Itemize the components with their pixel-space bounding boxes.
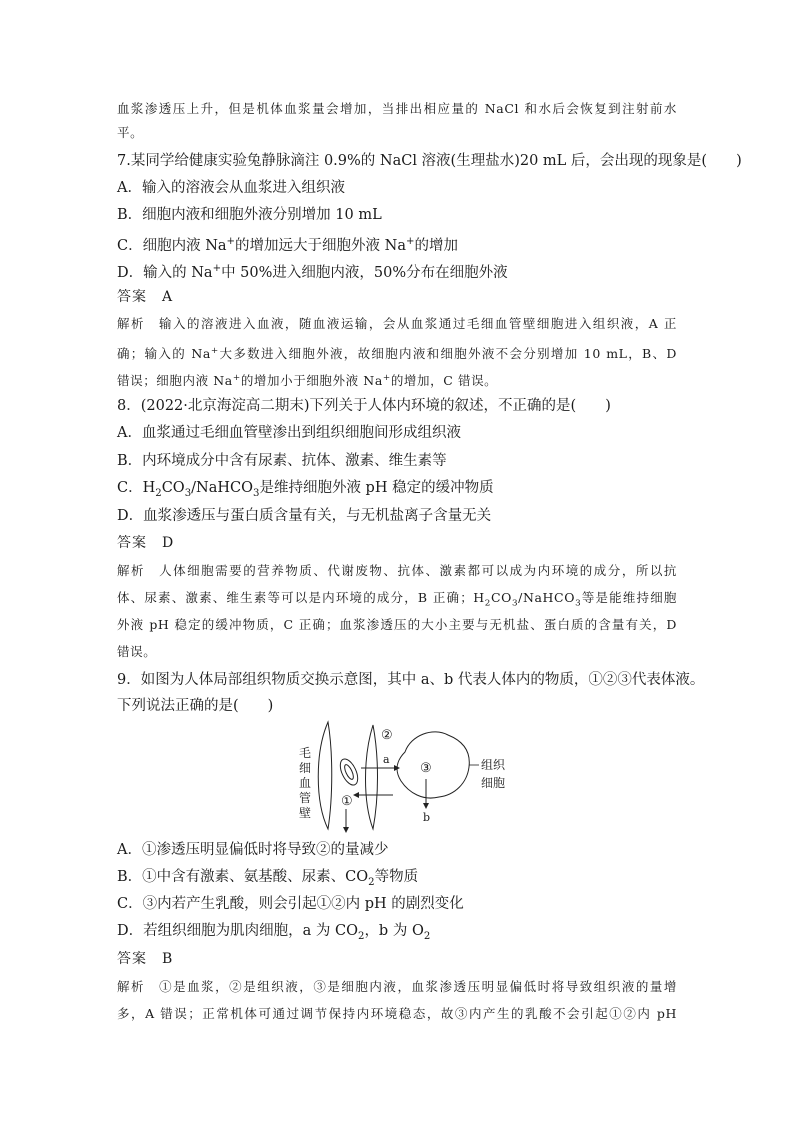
question-9-option-b: B．①中含有激素、氨基酸、尿素、$CO_2$等物质 <box>117 869 419 888</box>
substance-a-label: a <box>383 753 390 766</box>
question-7-option-a: A．输入的溶液会从血浆进入组织液 <box>117 180 345 196</box>
question-7-stem: 7.某同学给健康实验兔静脉滴注 0.9%的 NaCl 溶液(生理盐水)20 mL 后，会出现的现象是( ) <box>117 153 742 169</box>
intracellular-fluid-label: ③ <box>420 761 432 776</box>
tissue-exchange-diagram <box>293 717 513 837</box>
wall-label-char: 壁 <box>299 806 312 820</box>
explanation-8-line: 体、尿素、激素、维生素等可以是内环境的成分，B 正确；$H_2CO_3/NaHCO_3$等是能维持细胞 <box>117 590 677 609</box>
explanation-7-line: 错误；细胞内液 Na+的增加小于细胞外液 Na+的增加，C 错误。 <box>117 373 498 389</box>
question-8-option-a: A．血浆通过毛细血管壁渗出到组织细胞间形成组织液 <box>117 425 461 441</box>
capillary-wall-label <box>299 746 311 820</box>
tissue-cell-outline <box>397 732 469 798</box>
plasma-label: ① <box>341 794 353 809</box>
question-7-option-b: B．细胞内液和细胞外液分别增加 10 mL <box>117 207 382 223</box>
explanation-8-line: 外液 pH 稳定的缓冲物质，C 正确；血浆渗透压的大小主要与无机盐、蛋白质的含量有关，D <box>117 617 677 632</box>
explanation-9-line: 解析 ①是血浆，②是组织液，③是细胞内液，血浆渗透压明显偏低时将导致组织液的量增 <box>117 979 677 994</box>
question-8-stem: 8．(2022·北京海淀高二期末)下列关于人体内环境的叙述，不正确的是( ) <box>117 398 611 414</box>
answer-9: 答案 B <box>117 951 174 967</box>
wall-label-char: 管 <box>299 791 312 805</box>
arrow-b-head <box>423 803 429 809</box>
arrow-back-head <box>353 792 359 798</box>
tissue-cell-label: 细胞 <box>481 776 506 790</box>
question-9-stem: 下列说法正确的是( ) <box>117 698 274 714</box>
capillary-wall-left <box>318 722 332 829</box>
wall-label-char: 毛 <box>299 746 312 760</box>
tissue-cell-label: 组织 <box>481 758 506 772</box>
answer-8: 答案 D <box>117 535 175 551</box>
question-8-option-b: B．内环境成分中含有尿素、抗体、激素、维生素等 <box>117 453 447 469</box>
question-9-option-c: C．③内若产生乳酸，则会引起①②内 pH 的剧烈变化 <box>117 896 464 912</box>
question-8-option-c: C．$H_2CO_3/NaHCO_3$是维持细胞外液 pH 稳定的缓冲物质 <box>117 480 494 499</box>
question-7-option-c: C．细胞内液 Na+的增加远大于细胞外液 Na+的增加 <box>117 236 458 254</box>
answer-7: 答案 A <box>117 289 174 305</box>
question-9-option-a: A．①渗透压明显偏低时将导致②的量减少 <box>117 842 389 858</box>
wall-label-char: 血 <box>299 776 312 790</box>
question-9-stem: 9．如图为人体局部组织物质交换示意图，其中 a、b 代表人体内的物质，①②③代表体液。 <box>117 672 705 688</box>
substance-b-label: b <box>423 811 431 824</box>
question-8-option-d: D．血浆渗透压与蛋白质含量有关，与无机盐离子含量无关 <box>117 508 492 524</box>
question-9-option-d: D．若组织细胞为肌肉细胞，a 为 $CO_2$，b 为 $O_2$ <box>117 923 431 942</box>
explanation-8-line: 错误。 <box>117 644 157 659</box>
question-7-option-d: D．输入的 Na+中 50%进入细胞内液，50%分布在细胞外液 <box>117 263 508 281</box>
explanation-line: 平。 <box>117 125 144 140</box>
wall-label-char: 细 <box>299 761 312 775</box>
explanation-9-line: 多，A 错误；正常机体可通过调节保持内环境稳态，故③内产生的乳酸不会引起①②内 pH <box>117 1006 677 1021</box>
tissue-fluid-label: ② <box>381 728 393 743</box>
capillary-wall-right <box>366 725 378 829</box>
blood-cell-outer <box>337 756 362 787</box>
explanation-8-line: 解析 人体细胞需要的营养物质、代谢废物、抗体、激素都可以成为内环境的成分，所以抗 <box>117 563 677 578</box>
plasma-arrowhead <box>343 827 349 833</box>
explanation-7-line: 确；输入的 Na+大多数进入细胞外液，故细胞内液和细胞外液不会分别增加 10 mL，B、D <box>117 346 677 362</box>
explanation-line: 血浆渗透压上升，但是机体血浆量会增加，当排出相应量的 NaCl 和水后会恢复到注射前水 <box>117 101 677 116</box>
explanation-7-line: 解析 输入的溶液进入血液，随血液运输，会从血浆通过毛细血管壁细胞进入组织液，A 正 <box>117 316 677 331</box>
